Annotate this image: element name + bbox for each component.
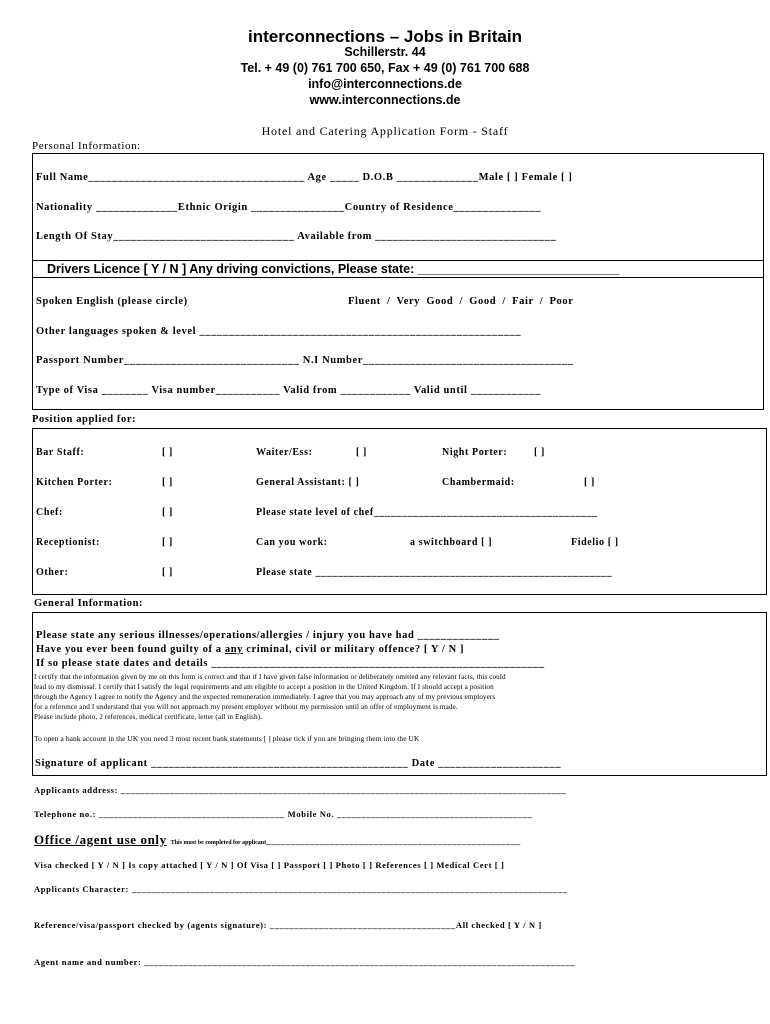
length-of-stay-line[interactable]: Length Of Stay_______________________________ Available from _______________________________ [36, 231, 557, 242]
visa-checked-line[interactable]: Visa checked [ Y / N ] Is copy attached [ Y / N ] Of Visa [ ] Passport [ ] Photo [ ] References [ ] Medical Cert [ ] [34, 860, 505, 870]
other-label: Other: [36, 567, 69, 578]
company-website: www.interconnections.de [309, 93, 461, 107]
office-use-heading: Office /agent use only [34, 832, 167, 847]
form-title: Hotel and Catering Application Form - Staff [261, 124, 509, 138]
guilty-question-start: Have you ever been found guilty of a [36, 644, 225, 655]
illnesses-line[interactable]: Please state any serious illnesses/operations/allergies / injury you have had ______________ [36, 630, 500, 641]
please-state-line[interactable]: Please state _____________________________________________________ [256, 567, 613, 578]
general-assistant-option[interactable]: General Assistant: [ ] [256, 477, 360, 488]
position-heading: Position applied for: [32, 414, 137, 425]
fidelio-option[interactable]: Fidelio [ ] [571, 537, 619, 548]
kitchen-porter-checkbox[interactable]: [ ] [162, 477, 173, 488]
spoken-english-label: Spoken English (please circle) [36, 296, 188, 307]
receptionist-checkbox[interactable]: [ ] [162, 537, 173, 548]
company-email: info@interconnections.de [308, 77, 462, 91]
company-phone-fax: Tel. + 49 (0) 761 700 650, Fax + 49 (0) 761 700 688 [240, 61, 530, 75]
chambermaid-checkbox[interactable]: [ ] [584, 477, 595, 488]
chef-checkbox[interactable]: [ ] [162, 507, 173, 518]
bar-staff-label: Bar Staff: [36, 447, 85, 458]
applicant-character-line[interactable]: Applicants Character: _________________________________________________________________________________________ [34, 884, 568, 894]
other-languages-line[interactable]: Other languages spoken & level _______________________________________________________ [36, 326, 522, 337]
guilty-question[interactable] [36, 644, 464, 655]
chef-level-line[interactable]: Please state level of chef________________________________________ [256, 507, 598, 518]
reference-checked-line[interactable]: Reference/visa/passport checked by (agents signature): ______________________________________All checked [ Y / N ] [34, 920, 542, 930]
chambermaid-label: Chambermaid: [442, 477, 515, 488]
passport-line[interactable]: Passport Number______________________________ N.I Number____________________________________ [36, 355, 574, 366]
full-name-line[interactable]: Full Name_____________________________________ Age _____ D.O.B ______________Male [ ] Female [ ] [36, 172, 573, 183]
bank-statement-note[interactable]: To open a bank account in the UK you need 3 most recent bank statements [ ] please tick if you are bringing them into the UK [34, 734, 420, 743]
guilty-any-word: any [224, 644, 243, 655]
receptionist-label: Receptionist: [36, 537, 100, 548]
drivers-licence-line[interactable]: Drivers Licence [ Y / N ] Any driving convictions, Please state: _____________________________ [47, 262, 620, 276]
declaration-line-2: lead to my dismissal. I certify that I satisfy the legal requirements and am eligible to accept a position in the United Kingdom. If I should accept a position [34, 683, 494, 691]
visa-line[interactable]: Type of Visa ________ Visa number___________ Valid from ____________ Valid until ____________ [36, 385, 541, 396]
other-checkbox[interactable]: [ ] [162, 567, 173, 578]
company-address: Schillerstr. 44 [344, 45, 426, 59]
chef-label: Chef: [36, 507, 63, 518]
company-name: interconnections – Jobs in Britain [248, 27, 522, 46]
declaration-line-4: for a reference and I understand that you will not approach my present employer without my permission until an offer of employment is made. [34, 703, 458, 711]
telephone-line[interactable]: Telephone no.: ______________________________________ Mobile No. ________________________________________ [34, 809, 533, 819]
can-you-work-label: Can you work: [256, 537, 328, 548]
general-heading: General Information: [34, 598, 144, 609]
applicant-address-line[interactable]: Applicants address: ___________________________________________________________________________________________ [34, 785, 567, 795]
kitchen-porter-label: Kitchen Porter: [36, 477, 113, 488]
personal-heading: Personal Information: [32, 140, 141, 152]
office-use-line[interactable]: ____________________________________________________ [266, 836, 521, 846]
agent-name-line[interactable]: Agent name and number: ________________________________________________________________________________________ [34, 957, 576, 967]
guilty-question-end: criminal, civil or military offence? [ Y / N ] [242, 644, 465, 655]
declaration-line-3: through the Agency I agree to notify the Agency and the expected remuneration immediately. I agree that you may approach any of my previous employers [34, 693, 496, 701]
night-porter-checkbox[interactable]: [ ] [534, 447, 545, 458]
night-porter-label: Night Porter: [442, 447, 508, 458]
signature-line[interactable]: Signature of applicant ____________________________________________ Date _____________________ [35, 758, 562, 769]
waiter-checkbox[interactable]: [ ] [356, 447, 367, 458]
office-use-note: This must be completed for applicant [170, 840, 267, 846]
nationality-line[interactable]: Nationality ______________Ethnic Origin ________________Country of Residence_______________ [36, 202, 542, 213]
switchboard-option[interactable]: a switchboard [ ] [410, 537, 493, 548]
office-use-row [34, 831, 521, 849]
bar-staff-checkbox[interactable]: [ ] [162, 447, 173, 458]
declaration-line-5: Please include photo, 2 references, medical certificate, letter (all in English). [34, 713, 263, 721]
spoken-english-options[interactable]: Fluent / Very Good / Good / Fair / Poor [348, 296, 574, 307]
dates-details-line[interactable]: If so please state dates and details _________________________________________________________ [36, 658, 545, 669]
waiter-label: Waiter/Ess: [256, 447, 313, 458]
declaration-line-1: I certify that the information given by me on this form is correct and that if I have given false information or deliberately omitted any relevant facts, this could [34, 673, 506, 681]
